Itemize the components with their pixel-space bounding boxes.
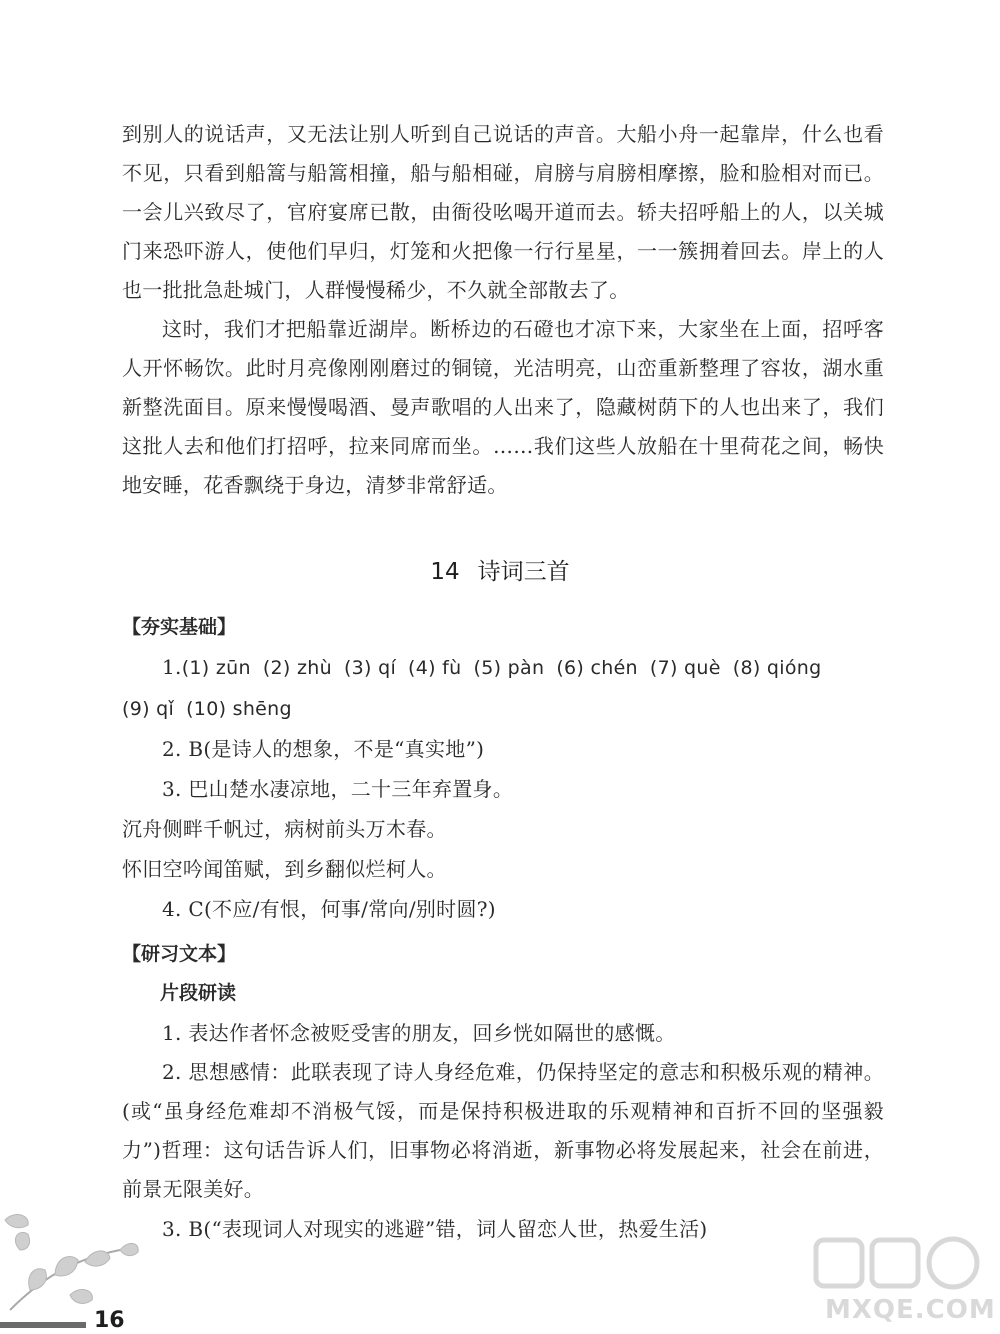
pinyin-item: (9) qǐ [122,698,175,720]
answer-number: 1. [162,655,182,679]
lesson-title: 诗词三首 [477,559,570,585]
watermark-text: MXQE.COM [825,1295,996,1325]
pinyin-item: (8) qióng [732,657,822,679]
section-basics [122,608,884,929]
passage-paragraph-1: 到别人的说话声，又无法让别人听到自己说话的声音。大船小舟一起靠岸，什么也看不见，只看到船篙与船篙相撞，船与船相碰，肩膀与肩膀相摩擦，脸和脸相对而已。一会儿兴致尽了，官府宴席已散，由衙役吆喝开道而去。轿夫招呼船上的人，以关城门来恐吓游人，使他们早归，灯笼和火把像一行行星星，一一簇拥着回去。岸上的人也一批批急赴城门，人群慢慢稀少，不久就全部散去了。 [122,122,884,302]
pinyin-item: (3) qí [343,657,397,679]
pinyin-item: (4) fù [408,657,462,679]
answer-3-line2: 沉舟侧畔千帆过，病树前头万木春。 [122,817,447,841]
footer-bar [0,1322,86,1328]
answer-3-line3: 怀旧空吟闻笛赋，到乡翻似烂柯人。 [122,857,447,881]
answer-2: 2. B(是诗人的想象，不是“真实地”) [162,737,485,761]
lesson-heading [0,553,1000,586]
subsection-title: 片段研读 [160,982,237,1004]
pinyin-item: (1) zūn [181,657,251,679]
pinyin-item: (2) zhù [262,657,332,679]
passage-block [122,115,884,505]
section-title-study: 【研习文本】 [122,943,237,965]
section-title-basics: 【夯实基础】 [122,616,237,638]
study-answer-1: 1. 表达作者怀念被贬受害的朋友，回乡恍如隔世的感慨。 [162,1021,676,1045]
answer-4: 4. C(不应/有恨，何事/常向/别时圆?) [162,897,496,921]
pinyin-item: (6) chén [556,657,638,679]
pinyin-item: (7) què [649,657,721,679]
answer-3-line1: 3. 巴山楚水凄凉地，二十三年弃置身。 [162,777,514,801]
pinyin-item: (10) shēng [186,698,292,720]
plant-decoration-icon [0,1190,160,1320]
answer-1-pinyin-line1 [122,647,884,688]
lesson-number: 14 [430,559,460,585]
study-answer-2: 2. 思想感情：此联表现了诗人身经危难，仍保持坚定的意志和积极乐观的精神。(或“虽身经危难却不消极气馁，而是保持积极进取的乐观精神和百折不回的坚强毅力”)哲理：这句话告诉人们，旧事物必将消逝，新事物必将发展起来，社会在前进，前景无限美好。 [122,1060,884,1201]
study-answer-3: 3. B(“表现词人对现实的逃避”错，词人留恋人世，热爱生活) [162,1217,708,1241]
pinyin-item: (5) pàn [473,657,545,679]
page-number: 16 [94,1308,125,1333]
answer-1-pinyin-line2 [122,688,884,729]
passage-paragraph-2: 这时，我们才把船靠近湖岸。断桥边的石磴也才凉下来，大家坐在上面，招呼客人开怀畅饮。此时月亮像刚刚磨过的铜镜，光洁明亮，山峦重新整理了容妆，湖水重新整洗面目。原来慢慢喝酒、曼声歌唱的人出来了，隐藏树荫下的人也出来了，我们这批人去和他们打招呼，拉来同席而坐。……我们这些人放船在十里荷花之间，畅快地安睡，花香飘绕于身边，清梦非常舒适。 [122,317,884,497]
section-study [122,935,884,1249]
